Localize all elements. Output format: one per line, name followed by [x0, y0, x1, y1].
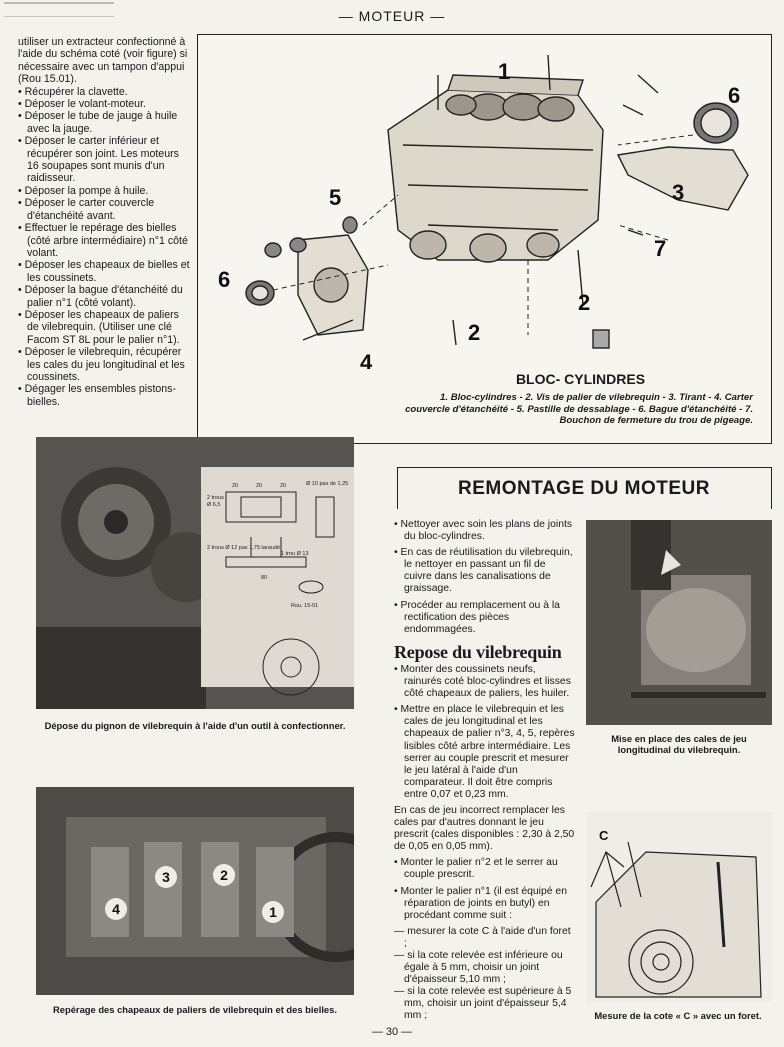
diagram-title: BLOC- CYLINDRES: [515, 371, 646, 387]
engine-block-exploded-drawing: [198, 35, 770, 369]
photo-bearing-caps-marking: [36, 787, 354, 995]
photo-pignon-removal: [36, 437, 354, 709]
list-item: • Dégager les ensembles pistons-bielles.: [18, 383, 190, 408]
list-item: • Récupérer la clavette.: [18, 86, 190, 98]
cap-mark-1: 1: [269, 904, 277, 920]
drawing-label-80: 80: [261, 575, 268, 581]
diagram-label-2a: 2: [468, 320, 481, 345]
photo-pignon-illustration: [36, 437, 354, 709]
list-item: • Procéder au remplacement ou à la rectification des pièces endommagées.: [394, 600, 576, 636]
caption-pignon-removal: Dépose du pignon de vilebrequin à l'aide d'un outil à confectionner.: [44, 720, 346, 731]
list-item: • Déposer le carter inférieur et récupérer son joint. Les moteurs 16 soupapes sont munis d'un raidisseur.: [18, 135, 190, 185]
drawing-measure-c: [586, 812, 772, 1002]
drawing-label-dim-20a: 20: [232, 483, 239, 489]
list-item: • Monter le palier n°1 (il est équipé en réparation de joints en butyl) en procédant comme suit :: [394, 886, 576, 922]
drawing-cote-c-illustration: [586, 812, 772, 1002]
diagram-label-4: 4: [360, 350, 373, 369]
page-number: — 30 —: [371, 1026, 413, 1038]
diagram-label-6a: 6: [218, 267, 231, 292]
drawing-label-dia-6-5: Ø 6,5: [207, 502, 221, 508]
remontage-heading-box: [397, 467, 772, 509]
list-item: • Déposer le vilebrequin, récupérer les cales du jeu longitudinal et les coussinets.: [18, 346, 190, 383]
repose-vilebrequin-heading: Repose du vilebrequin: [394, 641, 562, 662]
remontage-steps: [394, 519, 576, 636]
diagram-caption: 1. Bloc-cylindres - 2. Vis de palier de vilebrequin - 3. Tirant - 4. Carter couvercle d'étanchéité - 5. Pastille de dessablage - 6. Bague d'étanchéité - 7. Bouchon de fermeture du trou de pigeage.: [405, 392, 753, 426]
drawing-label-2-holes: 2 trous: [207, 495, 224, 501]
diagram-label-3: 3: [672, 180, 685, 205]
repose-steps: [394, 664, 576, 801]
drawing-label-dim-20c: 20: [280, 483, 287, 489]
drawing-label-1-hole: 1 trou Ø 13: [281, 551, 309, 557]
list-item: • Monter le palier n°2 et le serrer au couple prescrit.: [394, 857, 576, 881]
photo-reperage-illustration: [36, 787, 354, 995]
diagram-label-7: 7: [654, 236, 667, 261]
caption-bearing-caps-marking: Repérage des chapeaux de paliers de vilebrequin et des bielles.: [53, 1004, 337, 1015]
drawing-label-dia-10: Ø 10 pas de 1,25: [306, 481, 349, 487]
cote-c-label: C: [599, 828, 609, 843]
list-item: • Déposer les chapeaux de paliers de vilebrequin. (Utiliser une clé Facom ST 8L pour le palier n°1).: [18, 309, 190, 346]
list-item: • Déposer les chapeaux de bielles et les coussinets.: [18, 259, 190, 284]
dash-item: — mesurer la cote C à l'aide d'un foret ;: [394, 925, 571, 949]
cap-mark-2: 2: [220, 867, 228, 883]
list-item: • Déposer le tube de jauge à huile avec la jauge.: [18, 110, 190, 135]
caption-measure-c: Mesure de la cote « C » avec un foret.: [594, 1010, 762, 1021]
incorrect-play-paragraph: En cas de jeu incorrect remplacer les cales par d'autres donnant le jeu prescrit (cales disponibles : 2,30 à 2,50 de 0,05 en 0,05 mm).: [394, 804, 575, 853]
drawing-label-tool-ref: Rou. 15-01: [291, 603, 319, 609]
list-item: • Déposer la bague d'étanchéité du palier n°1 (côté volant).: [18, 284, 190, 309]
diagram-label-5: 5: [329, 185, 342, 210]
diagram-label-1: 1: [498, 59, 511, 84]
list-item: • Monter des coussinets neufs, rainurés coté bloc-cylindres et lisses côté chapeaux de paliers, les huiler.: [394, 664, 576, 700]
diagram-label-2b: 2: [578, 290, 591, 315]
dash-item: — si la cote relevée est inférieure ou égale à 5 mm, choisir un joint d'épaisseur 5,10 mm ;: [394, 950, 563, 986]
cap-mark-4: 4: [112, 901, 120, 917]
list-item: • En cas de réutilisation du vilebrequin, le nettoyer en passant un fil de cuivre dans les canalisations de graissage.: [394, 547, 576, 595]
cap-mark-3: 3: [162, 869, 170, 885]
left-column-text: [18, 36, 190, 408]
list-item: • Déposer le carter couvercle d'étanchéité avant.: [18, 197, 190, 222]
list-item: • Mettre en place le vilebrequin et les cales de jeu longitudinal et les chapeaux de palier n°3, 4, 5, repères lisibles côté arbre intermédiaire. Les serrer au couple prescrit et mesurer le jeu latéral à l'aide d'un comparateur. Il doit être compris entre 0,07 et 0,23 mm.: [394, 704, 576, 801]
remontage-heading: REMONTAGE DU MOTEUR: [458, 478, 710, 499]
disassembly-steps: [18, 86, 190, 409]
photo-thrust-washers: [586, 520, 772, 725]
caption-thrust-washers: Mise en place des cales de jeu longitudinal du vilebrequin.: [611, 733, 747, 755]
drawing-label-dim-20b: 20: [256, 483, 263, 489]
photo-cales-illustration: [586, 520, 772, 725]
list-item: • Nettoyer avec soin les plans de joints du bloc-cylindres.: [394, 519, 576, 543]
list-item: • Déposer le volant-moteur.: [18, 98, 190, 110]
remontage-text-column: [394, 519, 576, 1023]
dash-item: — si la cote relevée est supérieure à 5 mm, choisir un joint d'épaisseur 5,4 mm ;: [394, 986, 572, 1022]
list-item: • Effectuer le repérage des bielles (côté arbre intermédiaire) n°1 côté volant.: [18, 222, 190, 259]
diagram-label-6b: 6: [728, 83, 741, 108]
drawing-label-tapped-holes: 2 trous Ø 12 pas 1,75 taraudé: [207, 545, 281, 551]
repose-steps-continued: [394, 857, 576, 921]
intro-paragraph: utiliser un extracteur confectionné à l'aide du schéma coté (voir figure) si nécessaire avec un tampon d'appui (Rou 15.01).: [18, 36, 188, 86]
engine-block-diagram-box: [197, 34, 772, 444]
list-item: • Déposer la pompe à huile.: [18, 185, 190, 197]
page-header-title: — MOTEUR —: [338, 8, 446, 24]
